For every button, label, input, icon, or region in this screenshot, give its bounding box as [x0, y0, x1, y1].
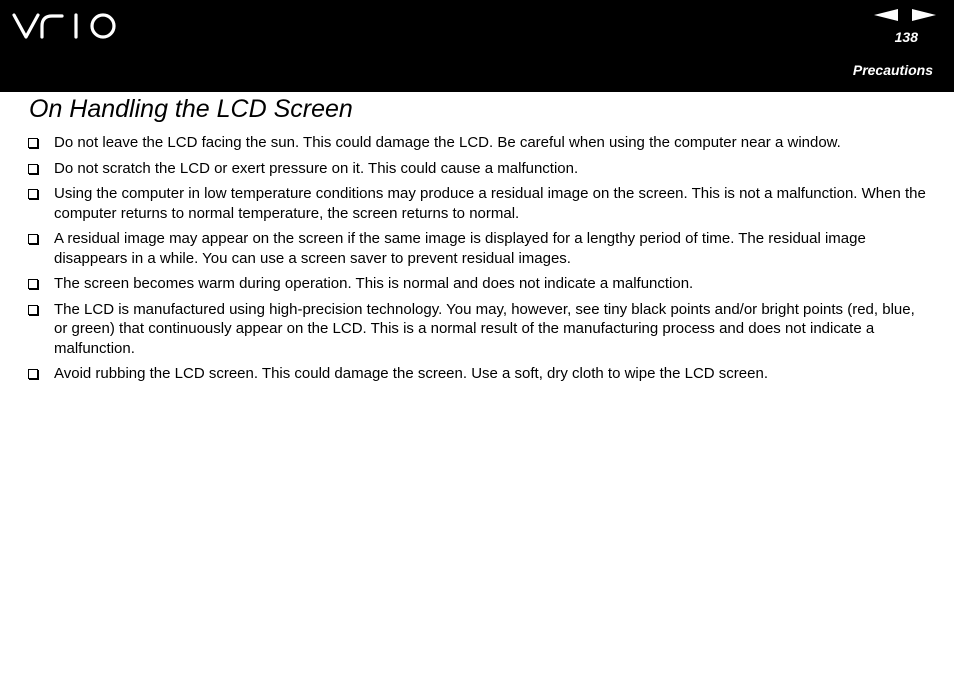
- checkbox-bullet-icon: [28, 305, 38, 315]
- page-title: On Handling the LCD Screen: [29, 95, 353, 123]
- checkbox-bullet-icon: [28, 369, 38, 379]
- checkbox-bullet-icon: [28, 189, 38, 199]
- list-item: [28, 274, 928, 294]
- list-item: [28, 364, 928, 384]
- list-item-text: The screen becomes warm during operation. This is normal and does not indicate a malfunction.: [54, 275, 694, 292]
- section-name: Precautions: [852, 62, 933, 78]
- checkbox-bullet-icon: [28, 164, 38, 174]
- checkbox-bullet-icon: [28, 234, 38, 244]
- list-item-text: Do not leave the LCD facing the sun. This could damage the LCD. Be careful when using the computer near a window.: [54, 134, 841, 151]
- arrow-right-icon[interactable]: [912, 9, 936, 21]
- list-item-text: A residual image may appear on the screen if the same image is displayed for a lengthy period of time. The residual image disappears in a while. You can use a screen saver to prevent residual images.: [54, 230, 866, 267]
- list-item-text: The LCD is manufactured using high-precision technology. You may, however, see tiny black points and/or bright points (red, blue, or green) that continuously appear on the LCD. This is a normal result of the manufacturing process and does not indicate a malfunction.: [54, 300, 915, 357]
- vaio-logo: [12, 12, 120, 40]
- header-bar: [0, 0, 954, 92]
- list-item-text: Avoid rubbing the LCD screen. This could damage the screen. Use a soft, dry cloth to wipe the LCD screen.: [54, 365, 768, 382]
- arrow-left-icon[interactable]: [874, 9, 898, 21]
- precautions-list: [28, 133, 928, 390]
- list-item-text: Do not scratch the LCD or exert pressure on it. This could cause a malfunction.: [54, 159, 579, 177]
- checkbox-bullet-icon: [28, 279, 38, 289]
- page-number: 138: [894, 29, 918, 45]
- page-navigation: [874, 9, 936, 21]
- list-item: [28, 300, 928, 359]
- list-item: [28, 159, 928, 179]
- list-item: [28, 229, 928, 268]
- checkbox-bullet-icon: [28, 138, 38, 148]
- list-item: [28, 184, 928, 223]
- list-item: [28, 133, 928, 153]
- list-item-text: Using the computer in low temperature conditions may produce a residual image on the screen. This is not a malfunction. When the computer returns to normal temperature, the screen returns to normal.: [54, 185, 926, 222]
